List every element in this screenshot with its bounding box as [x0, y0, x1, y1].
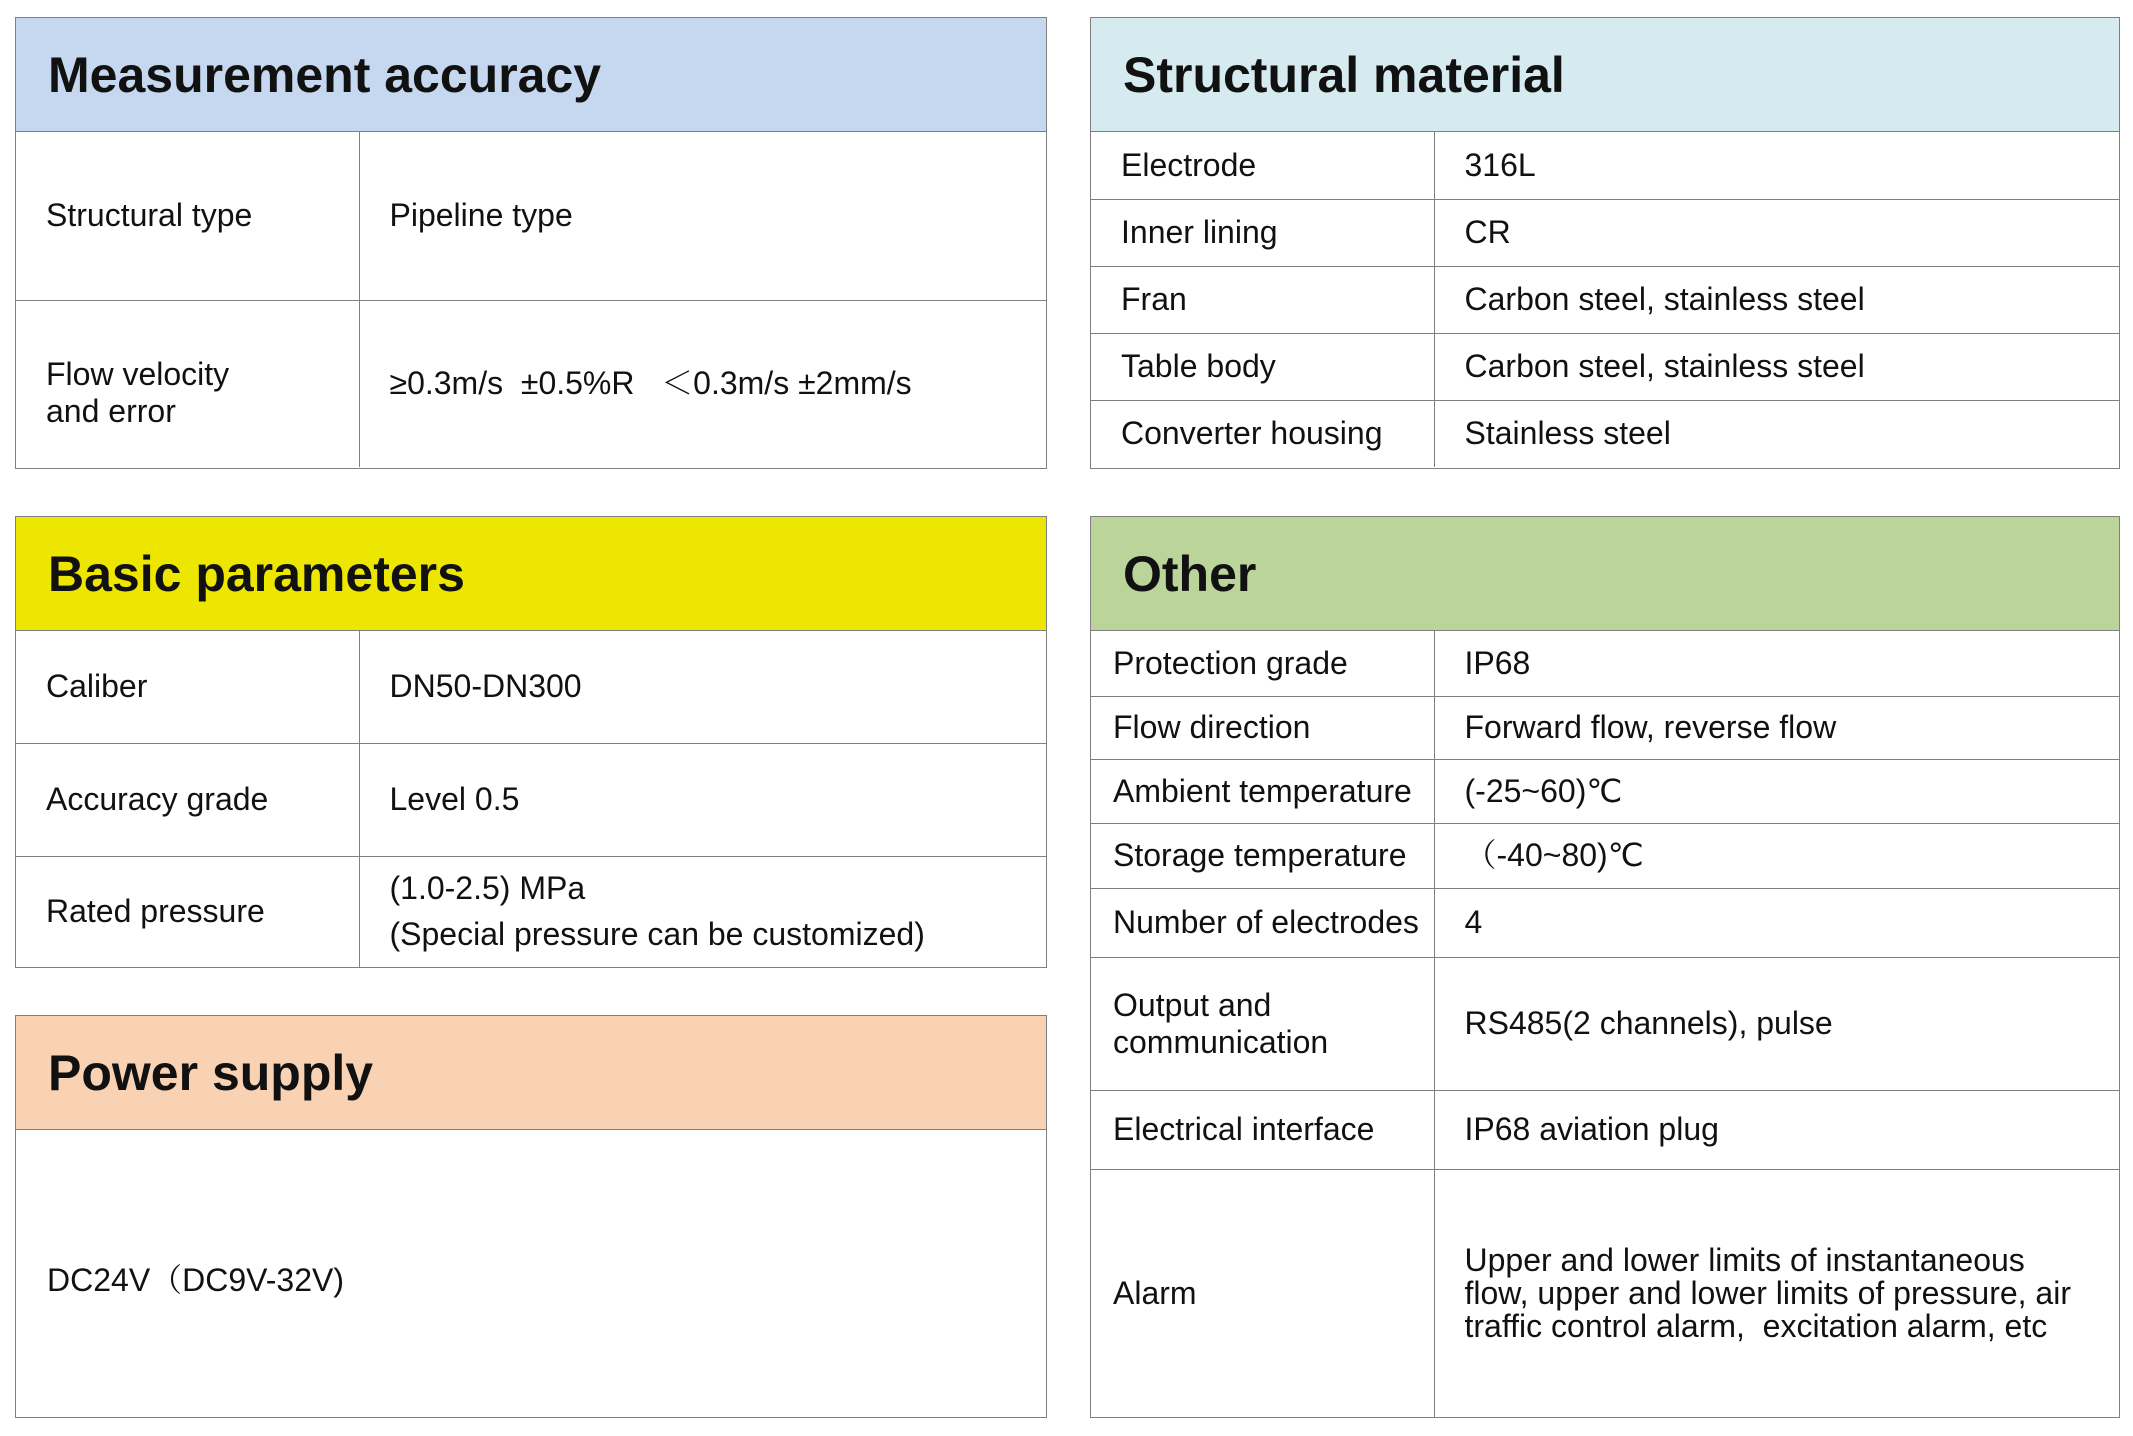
structural-material-title: Structural material	[1123, 46, 1565, 103]
table-key-cell	[1091, 400, 1434, 467]
basic-parameters-header	[16, 517, 1046, 631]
table-row	[1091, 823, 2119, 888]
table-row	[1091, 132, 2119, 199]
protection-grade-label: Protection grade	[1113, 644, 1348, 681]
power-supply-header	[16, 1016, 1046, 1130]
table-key-cell	[16, 132, 359, 300]
accuracy-grade-label: Accuracy grade	[46, 781, 269, 818]
table-value-cell	[1434, 266, 2119, 333]
flow-velocity-value: ≥0.3m/s ±0.5%R ＜0.3m/s ±2mm/s	[389, 365, 912, 402]
table-key-cell	[1091, 696, 1434, 759]
table-row	[1091, 199, 2119, 266]
table-row	[1091, 888, 2119, 957]
table-value-cell	[359, 631, 1046, 743]
table-key-cell	[1091, 823, 1434, 888]
table-value-cell	[1434, 696, 2119, 759]
table-value-cell	[1434, 333, 2119, 400]
storage-temperature-label: Storage temperature	[1113, 837, 1407, 874]
table-key-cell	[16, 743, 359, 856]
table-key-cell	[1091, 888, 1434, 957]
table-value-cell	[1434, 1169, 2119, 1417]
table-body-label: Table body	[1121, 348, 1276, 385]
output-communication-value: RS485(2 channels), pulse	[1464, 1005, 1833, 1042]
caliber-label: Caliber	[46, 668, 148, 705]
measurement-accuracy-panel	[15, 17, 1047, 469]
table-value-cell	[1434, 759, 2119, 823]
table-row	[1091, 957, 2119, 1090]
electrode-label: Electrode	[1121, 146, 1257, 183]
table-row	[1091, 400, 2119, 467]
electrical-interface-value: IP68 aviation plug	[1464, 1111, 1719, 1148]
table-value-cell	[359, 300, 1046, 467]
flow-direction-value: Forward flow, reverse flow	[1464, 709, 1837, 746]
table-value-cell	[1434, 631, 2119, 696]
accuracy-grade-value: Level 0.5	[389, 781, 520, 818]
other-panel	[1090, 516, 2120, 1418]
structural-type-value: Pipeline type	[389, 197, 573, 234]
power-supply-panel	[15, 1015, 1047, 1418]
table-value-cell	[1434, 400, 2119, 467]
table-row	[16, 743, 1046, 856]
table-row	[1091, 1090, 2119, 1169]
flow-velocity-label: Flow velocity and error	[46, 355, 230, 429]
table-value-cell	[359, 856, 1046, 967]
table-row	[1091, 266, 2119, 333]
electrode-value: 316L	[1464, 146, 1536, 183]
other-title: Other	[1123, 545, 1257, 602]
structural-material-panel	[1090, 17, 2120, 469]
converter-housing-label: Converter housing	[1121, 415, 1383, 452]
rated-pressure-value: (1.0-2.5) MPa (Special pressure can be customized)	[389, 870, 925, 952]
alarm-value: Upper and lower limits of instantaneous flow, upper and lower limits of pressure, air traffic control alarm, excitation alarm, etc	[1464, 1242, 2071, 1344]
structural-material-header	[1091, 18, 2119, 132]
table-row	[1091, 1169, 2119, 1417]
measurement-accuracy-table	[16, 132, 1046, 467]
table-key-cell	[16, 300, 359, 467]
table-row	[16, 300, 1046, 467]
table-key-cell	[1091, 631, 1434, 696]
table-row	[1091, 631, 2119, 696]
measurement-accuracy-title: Measurement accuracy	[48, 46, 602, 103]
table-value-cell	[359, 132, 1046, 300]
table-row	[1091, 759, 2119, 823]
structural-type-label: Structural type	[46, 197, 253, 234]
table-value-cell	[1434, 199, 2119, 266]
table-key-cell	[1091, 333, 1434, 400]
fran-value: Carbon steel, stainless steel	[1464, 281, 1865, 318]
inner-lining-label: Inner lining	[1121, 214, 1278, 251]
output-communication-label: Output and communication	[1113, 986, 1329, 1060]
electrical-interface-label: Electrical interface	[1113, 1111, 1375, 1148]
ambient-temperature-label: Ambient temperature	[1113, 772, 1412, 809]
table-body-value: Carbon steel, stainless steel	[1464, 348, 1865, 385]
table-key-cell	[1091, 759, 1434, 823]
table-value-cell	[1434, 132, 2119, 199]
table-key-cell	[1091, 132, 1434, 199]
flow-direction-label: Flow direction	[1113, 709, 1311, 746]
converter-housing-value: Stainless steel	[1464, 415, 1671, 452]
table-value-cell	[1434, 1090, 2119, 1169]
table-row	[16, 631, 1046, 743]
caliber-value: DN50-DN300	[389, 668, 582, 705]
basic-parameters-title: Basic parameters	[48, 545, 465, 602]
rated-pressure-label: Rated pressure	[46, 893, 265, 930]
table-value-cell	[359, 743, 1046, 856]
table-row	[16, 132, 1046, 300]
table-key-cell	[1091, 199, 1434, 266]
other-table	[1091, 631, 2119, 1417]
table-row	[1091, 333, 2119, 400]
table-key-cell	[1091, 266, 1434, 333]
table-value-cell	[1434, 823, 2119, 888]
fran-label: Fran	[1121, 281, 1187, 318]
table-key-cell	[1091, 1169, 1434, 1417]
number-of-electrodes-label: Number of electrodes	[1113, 904, 1419, 941]
structural-material-table	[1091, 132, 2119, 467]
ambient-temperature-value: (-25~60)℃	[1464, 772, 1623, 809]
protection-grade-value: IP68	[1464, 644, 1531, 681]
other-header	[1091, 517, 2119, 631]
power-supply-value: DC24V（DC9V-32V)	[47, 1262, 345, 1298]
storage-temperature-value: （-40~80)℃	[1464, 837, 1644, 874]
inner-lining-value: CR	[1464, 214, 1511, 251]
number-of-electrodes-value: 4	[1464, 904, 1483, 941]
power-supply-title: Power supply	[48, 1044, 374, 1101]
table-value-cell	[1434, 888, 2119, 957]
basic-parameters-table	[16, 631, 1046, 967]
table-value-cell	[1434, 957, 2119, 1090]
table-key-cell	[16, 856, 359, 967]
table-key-cell	[1091, 1090, 1434, 1169]
table-key-cell	[1091, 957, 1434, 1090]
table-row	[1091, 696, 2119, 759]
alarm-label: Alarm	[1113, 1274, 1197, 1311]
measurement-accuracy-header	[16, 18, 1046, 132]
table-key-cell	[16, 631, 359, 743]
power-supply-body	[16, 1130, 1046, 1416]
basic-parameters-panel	[15, 516, 1047, 968]
table-row	[16, 856, 1046, 967]
